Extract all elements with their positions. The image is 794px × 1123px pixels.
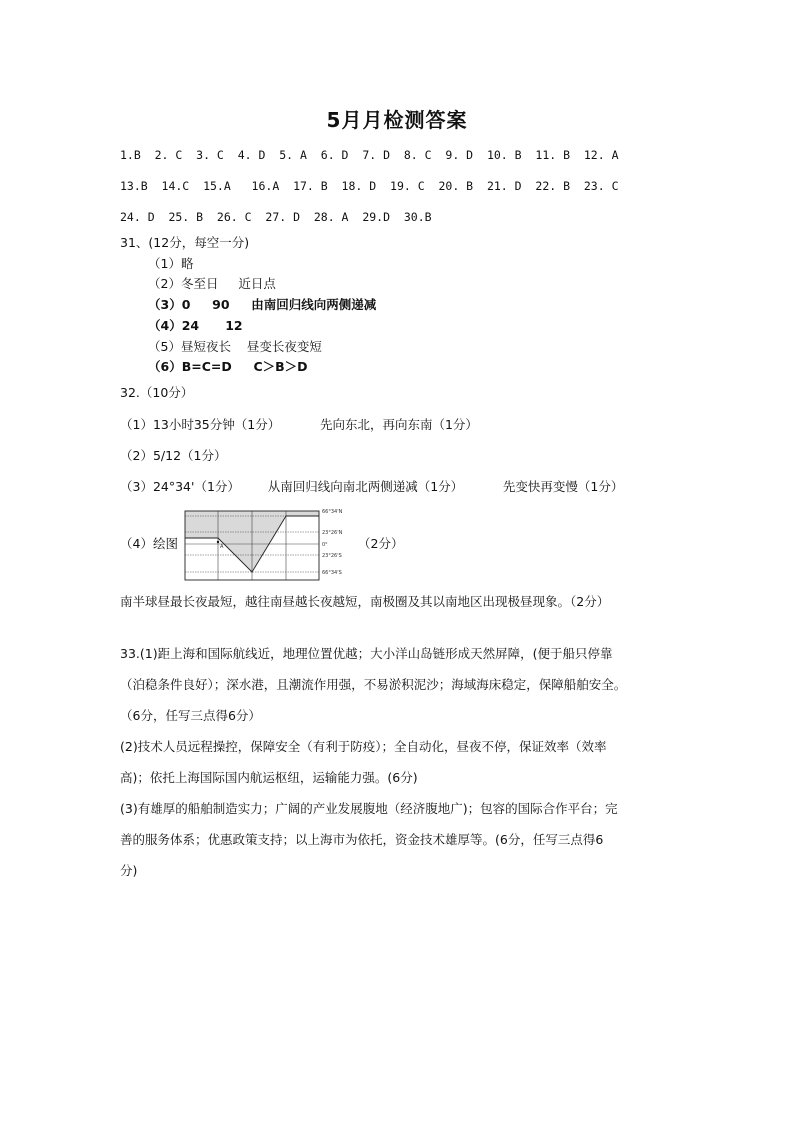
q31-item-5: （5）昼短夜长 昼变长夜变短: [148, 339, 322, 354]
q32-item-1: （1）13小时35分钟（1分） 先向东北，再向东南（1分）: [120, 417, 478, 432]
latitude-label-23s: 23°26'S: [322, 553, 342, 559]
choice-answers-row-1: 1.B 2. C 3. C 4. D 5. A 6. D 7. D 8. C 9. D 10. B 11. B 12. A: [120, 148, 619, 162]
q32-item-2: （2）5/12（1分）: [120, 448, 227, 463]
q33-p1-line-1: 33.(1)距上海和国际航线近，地理位置优越；大小洋山岛链形成天然屏障，(便于船只停靠: [120, 646, 613, 661]
q33-p1-line-2: （泊稳条件良好）；深水港，且潮流作用强，不易淤积泥沙；海域海床稳定，保障船舶安全。: [120, 677, 627, 692]
choice-answers-row-2: 13.B 14.C 15.A 16.A 17. B 18. D 19. C 20. B 21. D 22. B 23. C: [120, 179, 619, 193]
q31-item-2: （2）冬至日 近日点: [148, 276, 276, 291]
latitude-label-equator: 0°: [322, 542, 328, 548]
q32-conclusion: 南半球昼最长夜最短，越往南昼越长夜越短，南极圈及其以南地区出现极昼现象。（2分）: [120, 594, 610, 609]
latitude-label-23n: 23°26'N: [322, 530, 343, 536]
q33-p2-line-2: 高)；依托上海国际国内航运枢纽，运输能力强。(6分): [120, 770, 418, 785]
latitude-label-66s: 66°34'S: [322, 570, 342, 576]
q32-header: 32.（10分）: [120, 385, 194, 400]
q32-item-4-label: （4）绘图: [120, 536, 178, 551]
q33-p3-line-1: (3)有雄厚的船舶制造实力；广阔的产业发展腹地（经济腹地广)；包容的国际合作平台；完: [120, 801, 618, 816]
q33-p1-line-3: （6分，任写三点得6分）: [120, 708, 261, 723]
page-title: 5月月检测答案: [326, 108, 468, 132]
q33-p2-line-1: (2)技术人员远程操控，保障安全（有利于防疫）；全自动化，昼夜不停，保证效率（效率: [120, 739, 607, 754]
day-length-figure: [184, 507, 344, 586]
q31-item-4: （4）24 12: [148, 318, 243, 333]
q31-item-3: （3）0 90 由南回归线向两侧递减: [148, 297, 377, 312]
q33-p3-line-3: 分): [120, 863, 138, 878]
q31-header: 31、(12分，每空一分): [120, 235, 250, 250]
day-length-diagram: [184, 507, 344, 583]
q31-item-1: （1）略: [148, 256, 194, 271]
latitude-label-66n: 66°34'N: [322, 509, 343, 515]
q32-item-3: （3）24°34'（1分） 从南回归线向南北两侧递减（1分） 先变快再变慢（1分）: [120, 479, 624, 494]
point-a-label: A: [220, 544, 224, 550]
point-a-marker: [217, 541, 219, 543]
q31-item-6: （6）B=C=D C＞B＞D: [148, 359, 308, 374]
q32-item-4-score: （2分）: [358, 536, 404, 551]
choice-answers-row-3: 24. D 25. B 26. C 27. D 28. A 29.D 30.B: [120, 210, 432, 224]
q33-p3-line-2: 善的服务体系；优惠政策支持；以上海市为依托，资金技术雄厚等。(6分，任写三点得6: [120, 832, 604, 847]
